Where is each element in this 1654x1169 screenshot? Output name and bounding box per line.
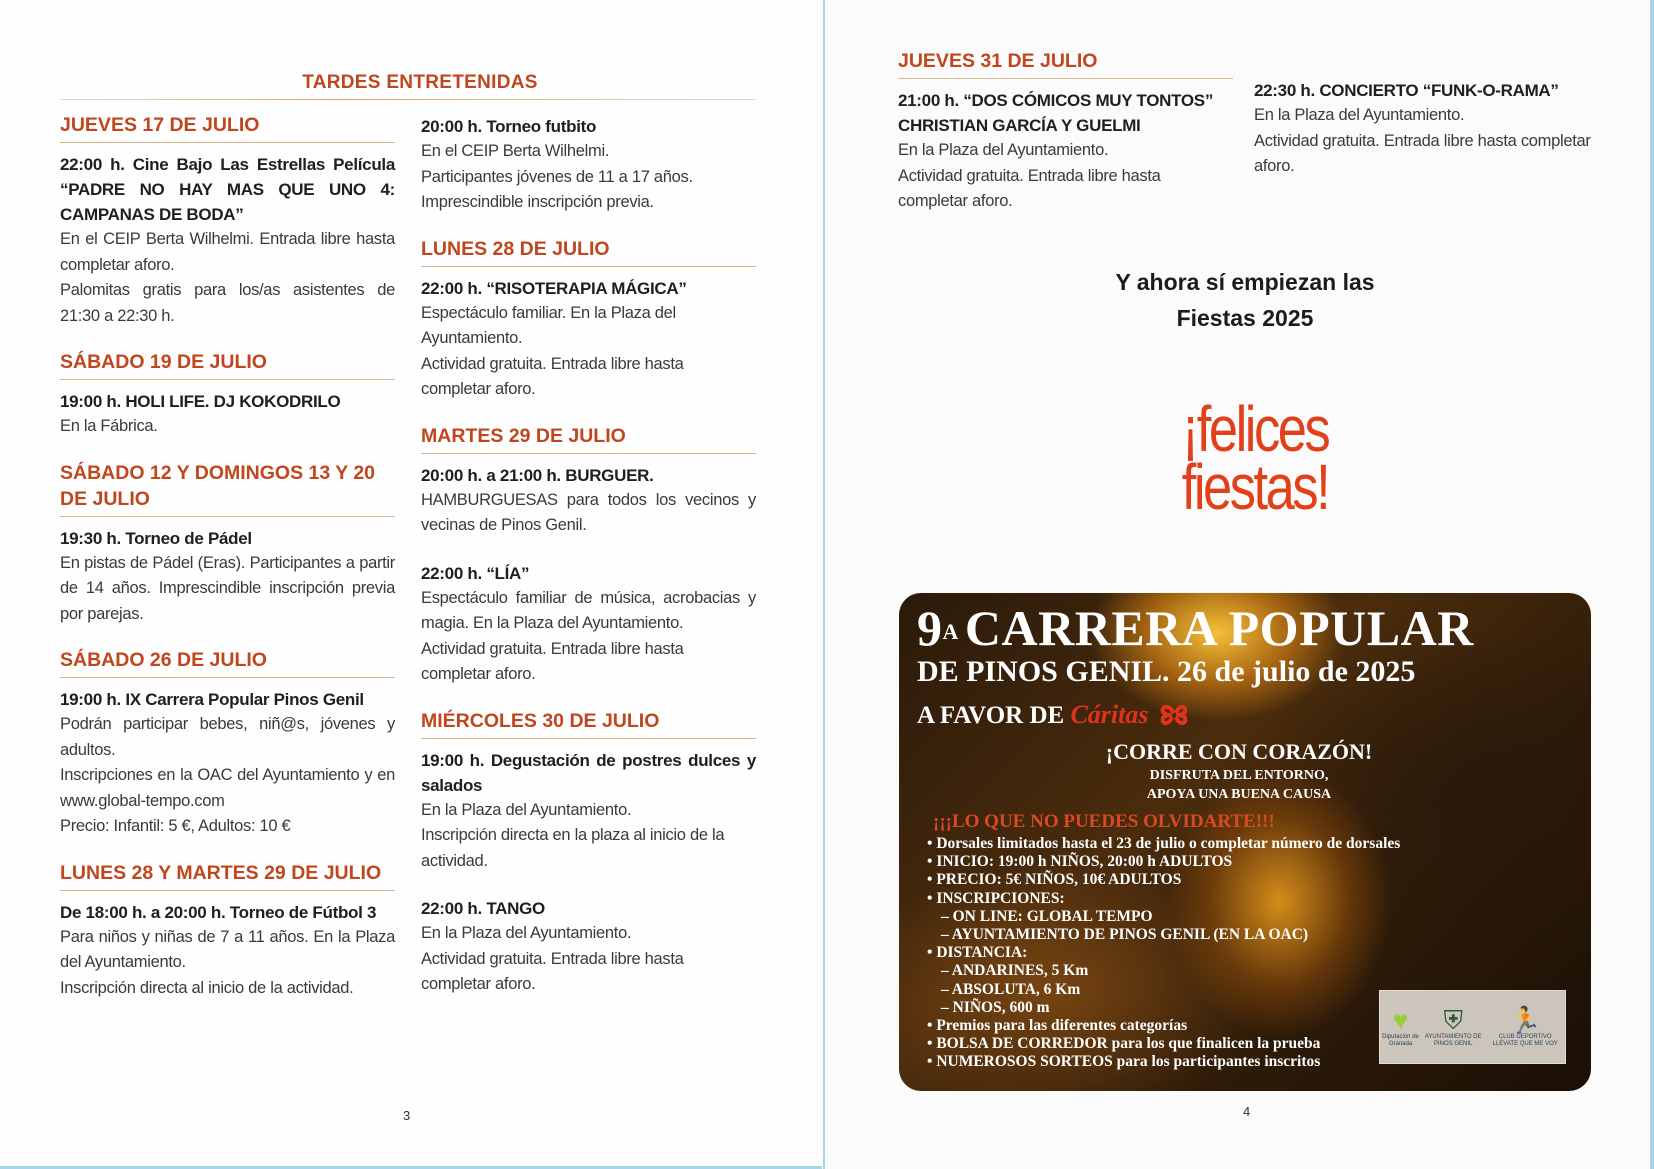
caritas-cross-icon: [1157, 698, 1191, 737]
event-detail: En la Plaza del Ayuntamiento.: [421, 800, 632, 819]
event-title: 22:00 h. TANGO: [421, 899, 545, 918]
page-number: 3: [403, 1108, 411, 1123]
event-title: 20:00 h. a 21:00 h. BURGUER.: [421, 465, 654, 485]
day-heading: JUEVES 17 DE JULIO: [60, 112, 395, 143]
event-detail: En la Fábrica.: [60, 417, 158, 435]
day-block: [60, 460, 395, 628]
section-title: TARDES ENTRETENIDAS: [302, 72, 538, 93]
slogan-sub-line: APOYA UNA BUENA CAUSA: [1146, 787, 1332, 802]
felices-fiestas-graphic: [1148, 393, 1361, 523]
info-subitem: – ABSOLUTA, 6 Km: [941, 980, 1081, 998]
runner-mascot-icon: 🏃: [1509, 1005, 1542, 1035]
right-column-b: [1254, 78, 1599, 180]
event-detail: Podrán participar bebes, niñ@s, jóvenes y adultos.: [60, 715, 395, 759]
event-title: 19:00 h. HOLI LIFE. DJ KOKODRILO: [60, 392, 341, 411]
day-heading: SÁBADO 12 Y DOMINGOS 13 Y 20 DE JULIO: [60, 460, 395, 517]
fiestas-intro: [1025, 264, 1465, 336]
day-heading: MARTES 29 DE JULIO: [421, 423, 756, 454]
poster-title: [917, 601, 1474, 655]
event-detail: En la Plaza del Ayuntamiento.: [1254, 106, 1465, 124]
event-detail: Imprescindible inscripción previa.: [421, 193, 654, 211]
logo-label: CLUB DEPORTIVO LLÉVATE QUE ME VOY: [1492, 1034, 1558, 1047]
day-block: [60, 860, 395, 1002]
day-heading: MIÉRCOLES 30 DE JULIO: [421, 708, 756, 739]
day-heading: JUEVES 31 DE JULIO: [898, 48, 1233, 79]
coat-of-arms-icon: ⛨: [1443, 1005, 1463, 1035]
event-detail: En la Plaza del Ayuntamiento.: [898, 141, 1109, 159]
event-detail: Actividad gratuita. Entrada libre hasta completar aforo.: [1254, 131, 1591, 175]
page-3: [0, 0, 822, 1169]
poster-ordinal: 9: [917, 600, 943, 656]
info-subitem: – ANDARINES, 5 Km: [941, 962, 1089, 980]
intro-line: Y ahora sí empiezan las: [1115, 269, 1375, 295]
logo-label: AYUNTAMIENTO DE PINOS GENIL: [1424, 1034, 1482, 1047]
event-block: [421, 561, 756, 688]
event-detail: Actividad gratuita. Entrada libre hasta completar aforo.: [421, 354, 684, 398]
info-item: • INICIO: 19:00 h NIÑOS, 20:00 h ADULTOS: [927, 853, 1400, 871]
info-item: • DISTANCIA:: [927, 944, 1400, 962]
page-number: 4: [1243, 1104, 1251, 1119]
event-title: De 18:00 h. a 20:00 h. Torneo de Fútbol 3: [60, 902, 377, 922]
event-title: 22:00 h. “RISOTERAPIA MÁGICA”: [421, 278, 687, 298]
event-detail: Actividad gratuita. Entrada libre hasta completar aforo.: [421, 639, 684, 683]
carrera-popular-poster: [899, 593, 1591, 1091]
event-block: [421, 114, 756, 216]
info-item: • Dorsales limitados hasta el 23 de julio o completar número de dorsales: [927, 835, 1400, 853]
event-detail: Para niños y niñas de 7 a 11 años. En la Plaza del Ayuntamiento.: [60, 927, 395, 971]
left-column-a: [60, 112, 395, 1021]
day-block: [60, 112, 395, 329]
info-item: • INSCRIPCIONES:: [927, 890, 1400, 908]
event-detail: En la Plaza del Ayuntamiento.: [421, 924, 632, 942]
event-detail: Actividad gratuita. Entrada libre hasta completar aforo.: [421, 949, 684, 993]
day-block: [60, 647, 395, 840]
event-detail: Participantes jóvenes de 11 a 17 años.: [421, 167, 693, 186]
poster-subtitle: DE PINOS GENIL. 26 de julio de 2025: [917, 655, 1416, 688]
day-heading: SÁBADO 19 DE JULIO: [60, 349, 395, 380]
day-heading: SÁBADO 26 DE JULIO: [60, 647, 395, 678]
diputacion-heart-icon: ♥: [1392, 1005, 1409, 1035]
event-detail: En el CEIP Berta Wilhelmi. Entrada libre hasta completar aforo.: [60, 230, 395, 274]
day-heading: LUNES 28 DE JULIO: [421, 236, 756, 267]
title-divider: [60, 99, 755, 100]
day-block: [421, 236, 756, 403]
slogan-sub-line: DISFRUTA DEL ENTORNO,: [1149, 768, 1329, 783]
info-subitem: – NIÑOS, 600 m: [941, 998, 1050, 1016]
event-title: 19:00 h. IX Carrera Popular Pinos Genil: [60, 690, 364, 709]
right-column-a: [898, 48, 1233, 215]
poster-title-text: CARRERA POPULAR: [964, 600, 1474, 656]
felices-line: fiestas!: [1181, 451, 1329, 523]
event-detail: Palomitas gratis para los/as asistentes de 21:30 a 22:30 h.: [60, 281, 395, 325]
event-title: 22:30 h. CONCIERTO “FUNK-O-RAMA”: [1254, 81, 1559, 100]
day-heading: LUNES 28 Y MARTES 29 DE JULIO: [60, 860, 395, 891]
poster-slogan-sub: [1079, 766, 1399, 804]
ayuntamiento-pinos-genil-logo: [1421, 1006, 1485, 1048]
poster-ordinal-sup: A: [942, 619, 959, 644]
poster-slogan: ¡CORRE CON CORAZÓN!: [1105, 739, 1373, 764]
intro-line: Fiestas 2025: [1176, 305, 1314, 331]
info-item: • NUMEROSOS SORTEOS para los participantes inscritos: [927, 1053, 1400, 1071]
day-block: [421, 423, 756, 688]
event-detail: Inscripción directa en la plaza al inicio de la actividad.: [421, 826, 725, 870]
caritas-wordmark: Cáritas: [1070, 700, 1149, 730]
left-column-b: [421, 114, 756, 1018]
event-title: 22:00 h. Cine Bajo Las Estrellas Película “PADRE NO HAY MAS QUE UNO 4: CAMPANAS DE BODA”: [60, 155, 395, 224]
day-block: [60, 349, 395, 440]
event-detail: HAMBURGUESAS para todos los vecinos y vecinas de Pinos Genil.: [421, 490, 756, 534]
poster-info-list: [927, 835, 1400, 1072]
event-detail: Espectáculo familiar. En la Plaza del Ayuntamiento.: [421, 303, 676, 347]
event-detail: Inscripción directa al inicio de la actividad.: [60, 978, 354, 997]
event-block: [421, 748, 756, 875]
event-detail: Precio: Infantil: 5 €, Adultos: 10 €: [60, 817, 291, 835]
event-title: 20:00 h. Torneo futbito: [421, 117, 597, 136]
favor-label: A FAVOR DE: [917, 702, 1065, 730]
info-item: • PRECIO: 5€ NIÑOS, 10€ ADULTOS: [927, 871, 1400, 889]
day-block: [421, 708, 756, 998]
poster-reminder: ¡¡¡LO QUE NO PUEDES OLVIDARTE!!!: [933, 811, 1275, 832]
event-detail: En pistas de Pádel (Eras). Participantes a partir de 14 años. Imprescindible inscripción previa por parejas.: [60, 553, 395, 623]
event-block: [421, 463, 756, 539]
event-detail: Inscripciones en la OAC del Ayuntamiento y en www.global-tempo.com: [60, 766, 395, 810]
felices-line: ¡felices: [1181, 393, 1329, 465]
info-subitem: – ON LINE: GLOBAL TEMPO: [941, 907, 1153, 925]
info-item: • BOLSA DE CORREDOR para los que finalicen la prueba: [927, 1035, 1400, 1053]
event-detail: Actividad gratuita. Entrada libre hasta completar aforo.: [898, 166, 1161, 210]
info-item: • Premios para las diferentes categorías: [927, 1017, 1400, 1035]
event-block: [421, 896, 756, 998]
page-4: [823, 0, 1654, 1169]
event-title: 19:30 h. Torneo de Pádel: [60, 528, 252, 548]
poster-favor: [917, 698, 1191, 737]
info-subitem: – AYUNTAMIENTO DE PINOS GENIL (EN LA OAC): [941, 926, 1309, 944]
club-deportivo-logo: [1485, 1006, 1565, 1048]
diputacion-granada-logo: [1380, 1006, 1421, 1048]
event-title: 21:00 h. “DOS CÓMICOS MUY TONTOS” CHRISTIAN GARCÍA Y GUELMI: [898, 91, 1214, 135]
event-title: 22:00 h. “LÍA”: [421, 563, 530, 583]
event-title: 19:00 h. Degustación de postres dulces y salados: [421, 750, 756, 795]
logo-label: Diputación de Granada: [1382, 1034, 1419, 1047]
event-detail: En el CEIP Berta Wilhelmi.: [421, 142, 610, 160]
event-detail: Espectáculo familiar de música, acrobacias y magia. En la Plaza del Ayuntamiento.: [421, 588, 756, 632]
sponsor-logos: [1379, 990, 1566, 1064]
